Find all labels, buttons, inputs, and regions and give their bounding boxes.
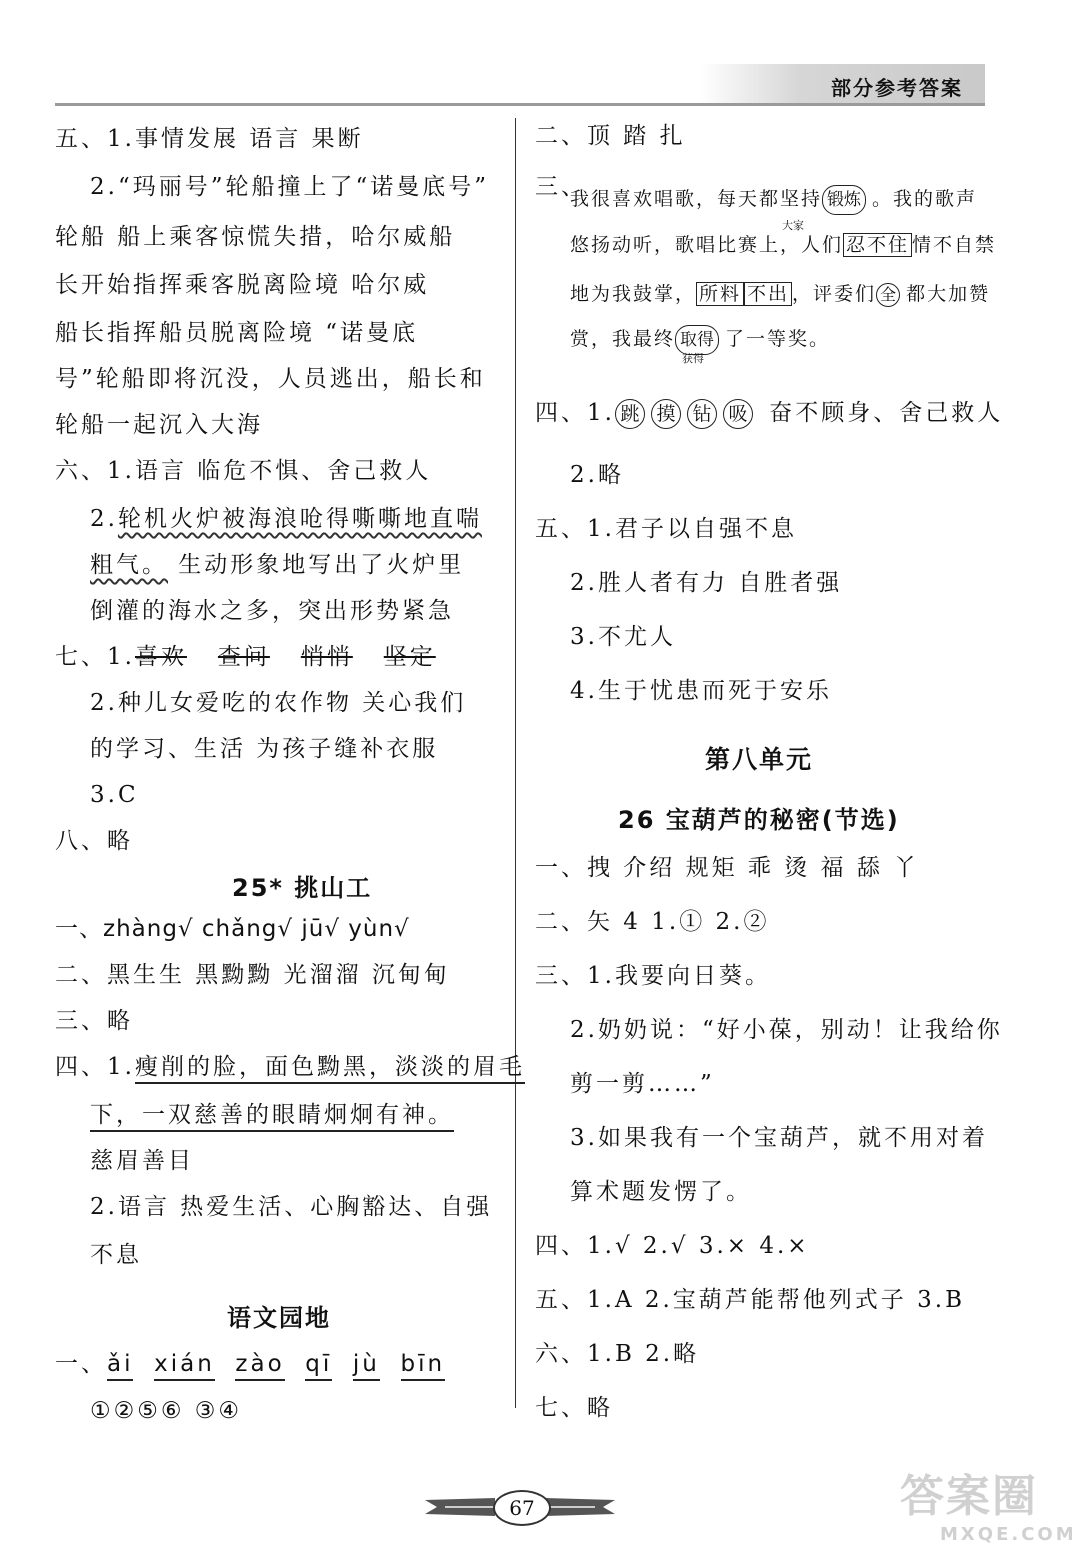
left-line-7: 轮船一起沉入大海	[55, 412, 263, 438]
watermark-logo	[900, 1460, 1080, 1545]
circled-error: 取得	[675, 325, 719, 355]
right-line-20: 五、1.A 2.宝葫芦能帮他列式子 3.B	[535, 1287, 965, 1313]
circled-char: 吸	[723, 399, 753, 429]
right-line-9: 2.胜人者有力 自胜者强	[570, 570, 843, 596]
lesson-26-title: 26 宝葫芦的秘密(节选)	[618, 806, 900, 834]
boxed-error: 忍不住	[843, 233, 912, 257]
right-line-21: 六、1.B 2.略	[535, 1341, 700, 1367]
answer-text: 奋不顾身、舍己救人	[758, 400, 1004, 426]
header-title: 部分参考答案	[831, 76, 963, 100]
correction-text: 我很喜欢唱歌，每天都坚持	[570, 188, 823, 210]
watermark-url: MXQE.COM	[940, 1524, 1077, 1545]
left-line-13: 2.种儿女爱吃的农作物 关心我们	[90, 690, 467, 716]
page-number: 67	[493, 1490, 551, 1526]
garden-title: 语文园地	[227, 1304, 331, 1332]
right-line-13: 二、矢 4 1.① 2.②	[535, 909, 770, 935]
right-line-17: 3.如果我有一个宝葫芦，就不用对着	[570, 1125, 988, 1151]
right-line-18: 算术题发愣了。	[570, 1179, 752, 1205]
correction-text: 都大加赞	[906, 283, 991, 305]
left-line-26: ①②⑤⑥ ③④	[90, 1398, 243, 1424]
circled-error: 锻炼	[822, 185, 866, 215]
struck-word: 悄悄	[300, 644, 353, 670]
answer-prefix: 七、1.	[55, 644, 135, 670]
right-line-10: 3.不尤人	[570, 624, 676, 650]
boxed-error: 所料	[696, 282, 744, 306]
circled-char: 摸	[651, 399, 681, 429]
unit-title: 第八单元	[705, 745, 814, 774]
right-line-1: 二、顶 踏 扎	[535, 123, 686, 149]
left-line-4: 长开始指挥乘客脱离险境 哈尔威	[55, 272, 430, 298]
correction-note: 大家	[782, 219, 804, 232]
answer-prefix: 四、1.	[55, 1054, 135, 1080]
left-line-19: 三、略	[55, 1008, 133, 1034]
correction-text: 情不自禁	[912, 234, 997, 256]
correction-line-2	[570, 232, 996, 258]
right-line-11: 4.生于忧患而死于安乐	[570, 678, 832, 704]
answer-prefix: 2.	[90, 506, 118, 532]
circled-char: 跳	[615, 399, 645, 429]
column-divider	[515, 118, 516, 1408]
left-line-18: 二、黑生生 黑黝黝 光溜溜 沉甸甸	[55, 962, 450, 988]
right-line-6	[535, 398, 1003, 429]
left-line-14: 的学习、生活 为孩子缝补衣服	[90, 736, 439, 762]
correction-text: 了一等奖。	[725, 328, 831, 350]
left-line-21	[90, 1100, 454, 1130]
pinyin-item: qī	[305, 1351, 332, 1381]
pinyin-item: bīn	[401, 1351, 446, 1381]
right-line-19: 四、1.√ 2.√ 3.× 4.×	[535, 1233, 810, 1259]
left-line-20	[55, 1052, 525, 1082]
right-line-15: 2.奶奶说：“好小葆，别动！让我给你	[570, 1017, 1003, 1043]
watermark-text: 答案圈	[900, 1471, 1038, 1522]
left-line-16: 八、略	[55, 828, 133, 854]
header-rule	[55, 103, 985, 106]
left-line-12	[55, 642, 436, 672]
left-line-22: 慈眉善目	[90, 1148, 194, 1174]
correction-note: 获得	[682, 352, 704, 365]
left-line-8: 六、1.语言 临危不惧、舍己救人	[55, 458, 432, 484]
pinyin-item: jù	[353, 1351, 380, 1381]
boxed-error: 不出	[744, 282, 792, 306]
struck-word: 喜欢	[134, 644, 187, 670]
circled-error: 全	[876, 283, 900, 307]
right-line-14: 三、1.我要向日葵。	[535, 963, 771, 989]
pinyin-item: ǎi	[107, 1351, 133, 1381]
right-line-7: 2.略	[570, 462, 624, 488]
circled-char: 钻	[687, 399, 717, 429]
correction-text: 赏，我最终	[570, 328, 676, 350]
underlined-sentence: 瘦削的脸，面色黝黑，淡淡的眉毛	[135, 1054, 525, 1084]
right-line-12: 一、拽 介绍 规矩 乖 烫 福 舔 丫	[535, 855, 920, 881]
left-line-23: 2.语言 热爱生活、心胸豁达、自强	[90, 1194, 493, 1220]
left-line-17: 一、zhàng√ chǎng√ jū√ yùn√	[55, 916, 410, 942]
pinyin-item: zào	[235, 1351, 284, 1381]
correction-line-1	[570, 185, 977, 215]
correction-text: 。我的歌声	[872, 188, 978, 210]
right-line-22: 七、略	[535, 1395, 613, 1421]
wavy-underlined-sentence: 轮机火炉被海浪呛得嘶嘶地直喘	[117, 506, 482, 532]
left-line-10	[90, 550, 464, 580]
lesson-25-title: 25* 挑山工	[232, 874, 373, 902]
left-line-1: 五、1.事情发展 语言 果断	[55, 126, 364, 152]
right-line-8: 五、1.君子以自强不息	[535, 516, 797, 542]
left-line-11: 倒灌的海水之多，突出形势紧急	[90, 598, 454, 624]
left-line-6: 号”轮船即将沉没，人员逃出，船长和	[55, 366, 486, 392]
correction-text: 悠扬动听，歌唱比赛上，人们	[570, 234, 844, 256]
underlined-sentence-end: 下，一双慈善的眼睛炯炯有神。	[90, 1102, 454, 1132]
right-line-16: 剪一剪……”	[570, 1071, 715, 1097]
left-line-25	[55, 1349, 445, 1379]
correction-line-3	[570, 281, 990, 307]
answer-text: 生动形象地写出了火炉里	[168, 552, 465, 578]
wavy-underlined-sentence-end: 粗气。	[90, 552, 168, 578]
answer-prefix: 四、1.	[535, 400, 615, 426]
right-prefix-3: 三、	[535, 174, 587, 200]
pinyin-item: xián	[154, 1351, 215, 1381]
left-line-5: 船长指挥船员脱离险境 “诺曼底	[55, 320, 419, 346]
correction-text: 地为我鼓掌，	[570, 283, 697, 305]
struck-word: 查问	[217, 644, 270, 670]
left-line-15: 3.C	[90, 782, 139, 808]
left-line-3: 轮船 船上乘客惊慌失措，哈尔威船	[55, 224, 456, 250]
left-line-2: 2.“玛丽号”轮船撞上了“诺曼底号”	[90, 174, 489, 200]
struck-word: 坚定	[383, 644, 436, 670]
answer-prefix: 一、	[55, 1351, 107, 1377]
page-number-ribbon	[425, 1490, 615, 1524]
correction-text: ，评委们	[792, 283, 877, 305]
left-line-9	[90, 504, 482, 534]
left-line-24: 不息	[90, 1242, 142, 1268]
